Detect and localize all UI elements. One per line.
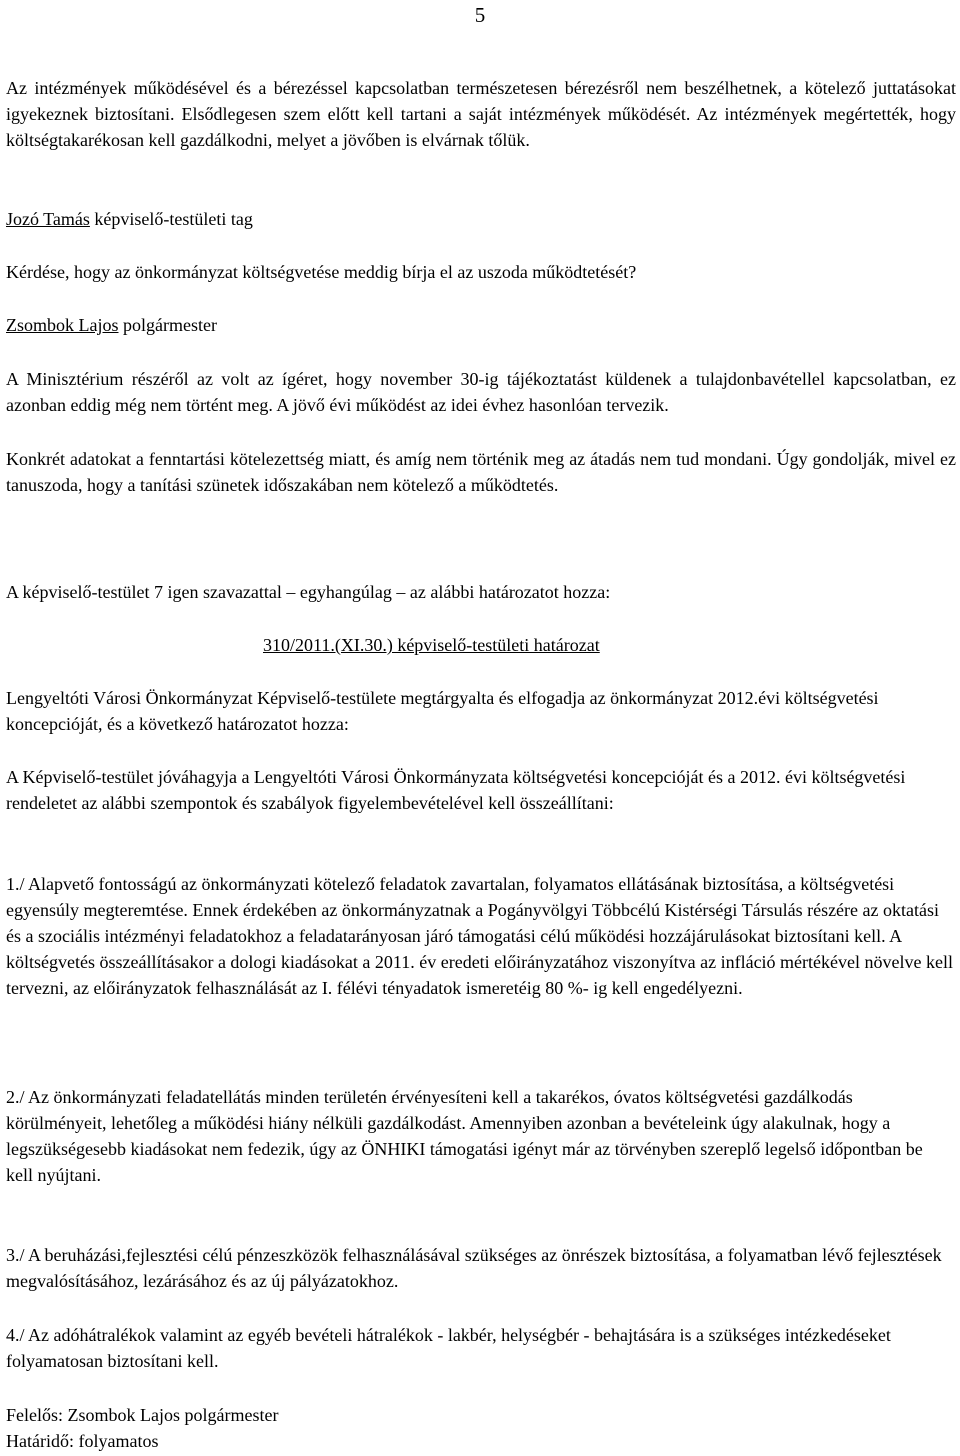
intro-paragraph: Az intézmények működésével és a bérezéssel kapcsolatban természetesen bérezésről nem beszélhetnek, a kötelező juttatásokat igyekeznek biztosítani. Elsődlegesen szem előtt kell tartani a saját intézmények működését. Az intézmények megértették, hogy költségtakarékosan kell gazdálkodni, melyet a jövőben is elvárnak tőlük. — [6, 78, 956, 150]
responsible-line: Felelős: Zsombok Lajos polgármester — [6, 1405, 279, 1425]
speaker-heading-2 — [6, 312, 956, 338]
answer-paragraph-1: A Minisztérium részéről az volt az ígéret, hogy november 30-ig tájékoztatást küldenek a tulajdonbavétellel kapcsolatban, ez azonban eddig még nem történt meg. A jövő évi működést az idei évhez hasonlóan tervezik. — [6, 369, 956, 415]
resolution-title — [263, 632, 863, 658]
speaker-name: Zsombok Lajos — [6, 315, 119, 335]
vote-statement: A képviselő-testület 7 igen szavazattal – egyhangúlag – az alábbi határozatot hozza: — [6, 582, 611, 602]
speaker-heading-1 — [6, 206, 956, 232]
resolution-intro: Lengyeltóti Városi Önkormányzat Képviselő-testülete megtárgyalta és elfogadja az önkormányzat 2012.évi költségvetési koncepcióját, és a következő határozatot hozza: — [6, 688, 879, 734]
resolution-item-1: 1./ Alapvető fontosságú az önkormányzati kötelező feladatok zavartalan, folyamatos ellátásának biztosítása, a költségvetési egyensúly megteremtése. Ennek érdekében az önkormányzatnak a Pogányvölgyi Többcélú Kistérségi Társulás részére az oktatási és a szociális intézményi feladatokhoz a feladatarányosan járó támogatási célú működési hozzájárulásokat biztosítani kell. A költségvetés összeállításakor a dologi kiadásokat a 2011. év eredeti előirányzatához viszonyítva az infláció mértékével növelve kell tervezni, az előirányzatok felhasználását az I. félévi tényadatok ismeretéig 80 %- ig kell engedélyezni. — [6, 874, 953, 998]
deadline-line: Határidő: folyamatos — [6, 1431, 159, 1451]
speaker-role: polgármester — [123, 315, 217, 335]
resolution-item-2: 2./ Az önkormányzati feladatellátás minden területén érvényesíteni kell a takarékos, óvatos költségvetési gazdálkodás körülményeit, lehetőleg a működési hiány nélküli gazdálkodást. Amennyiben azonban a bevételeink úgy alakulnak, hogy a legszükségesebb kiadásokat nem fedezik, úgy az ÖNHIKI támogatási igényt már az törvényben szereplő legelső időpontban be kell nyújtani. — [6, 1087, 923, 1185]
question-paragraph: Kérdése, hogy az önkormányzat költségvetése meddig bírja el az uszoda működtetését? — [6, 262, 637, 282]
resolution-item-4: 4./ Az adóhátralékok valamint az egyéb bevételi hátralékok - lakbér, helységbér - behajtására is a szükséges intézkedéseket folyamatosan biztosítani kell. — [6, 1325, 891, 1371]
speaker-name: Jozó Tamás — [6, 209, 90, 229]
resolution-body: A Képviselő-testület jóváhagyja a Lengyeltóti Városi Önkormányzata költségvetési koncepcióját és a 2012. évi költségvetési rendeletet az alábbi szempontok és szabályok figyelembevételével kell összeállítani: — [6, 767, 906, 813]
resolution-title-text: 310/2011.(XI.30.) képviselő-testületi határozat — [263, 635, 600, 655]
resolution-item-3: 3./ A beruházási,fejlesztési célú pénzeszközök felhasználásával szükséges az önrészek biztosítása, a folyamatban lévő fejlesztések megvalósításához, lezárásához és az új pályázatokhoz. — [6, 1245, 942, 1291]
speaker-role: képviselő-testületi tag — [94, 209, 253, 229]
answer-paragraph-2: Konkrét adatokat a fenntartási kötelezettség miatt, és amíg nem történik meg az átadás nem tud mondani. Úgy gondolják, mivel ez tanuszoda, hogy a tanítási szünetek időszakában nem kötelező a működtetés. — [6, 449, 956, 495]
page-number: 5 — [474, 3, 486, 27]
